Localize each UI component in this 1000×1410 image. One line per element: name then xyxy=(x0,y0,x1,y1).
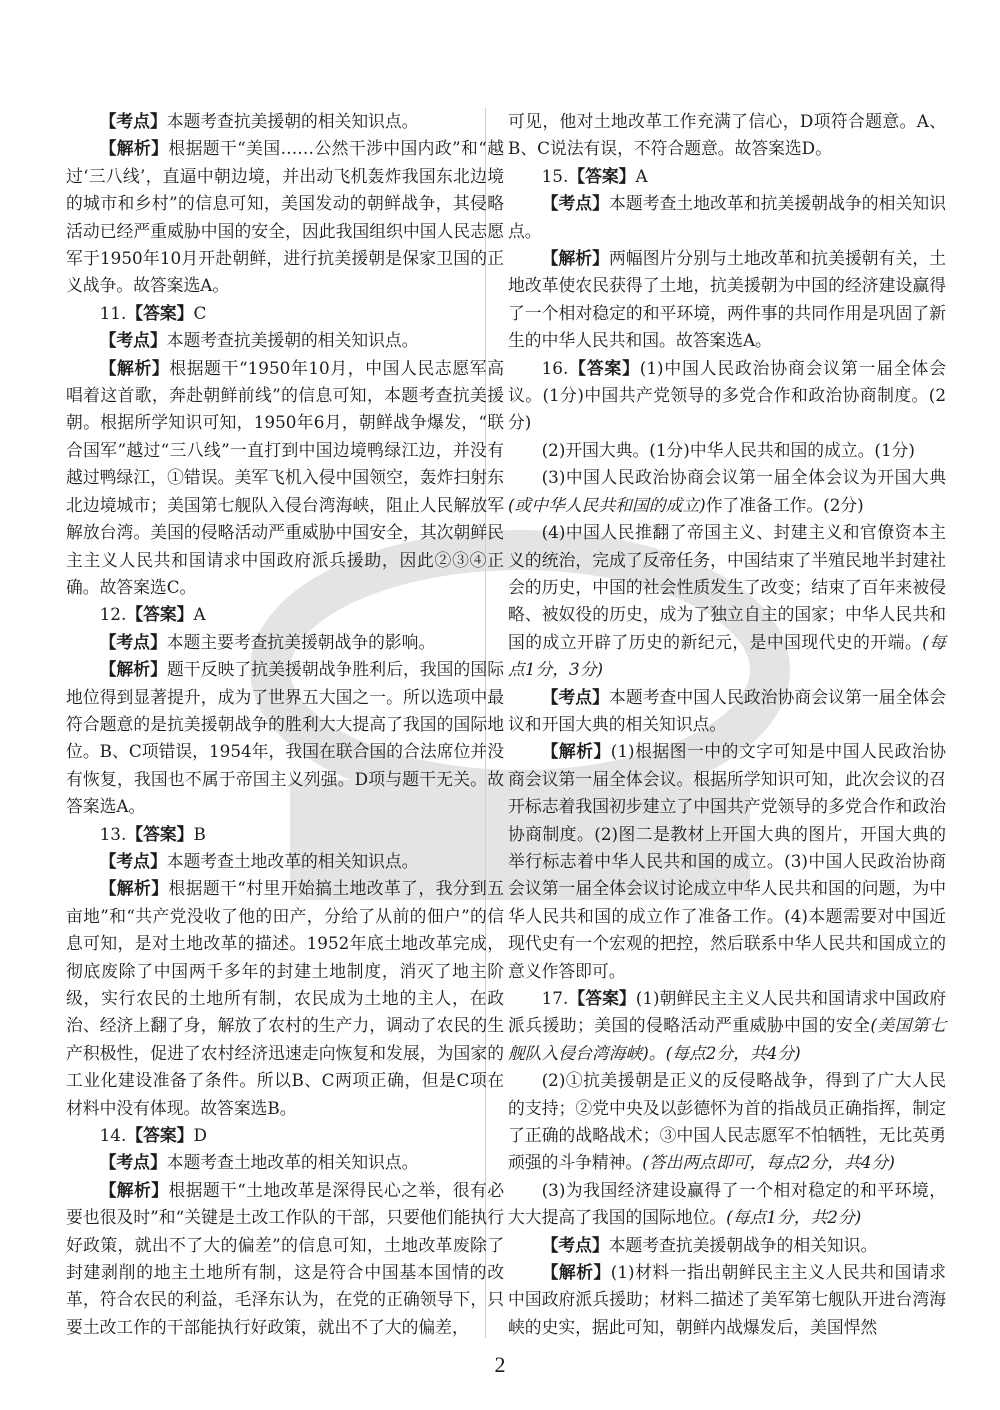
label-tag: 【考点】 xyxy=(99,1152,167,1173)
text-segment: 本题考查土地改革的相关知识点。 xyxy=(166,1152,419,1173)
text-segment: (1)中国人民政治协商会议第一届全体会议。(1分)中国共产党领导的多党合作和政治协商制度。(2分) xyxy=(508,357,946,433)
paragraph xyxy=(508,684,946,739)
text-segment: 12. xyxy=(99,604,127,625)
paragraph xyxy=(508,519,946,683)
paragraph xyxy=(66,1177,504,1341)
paragraph xyxy=(66,821,504,848)
text-segment: 本题考查土地改革和抗美援朝战争的相关知识点。 xyxy=(508,193,946,241)
paragraph xyxy=(66,875,504,1122)
paragraph xyxy=(66,601,504,628)
label-tag: 【答案】 xyxy=(126,604,194,625)
text-segment: (美国第七舰队入侵台湾海峡)。(每点2分，共4分) xyxy=(508,1015,946,1063)
text-segment: 本题主要考查抗美援朝战争的影响。 xyxy=(166,631,436,652)
text-segment: 13. xyxy=(99,823,127,844)
paragraph xyxy=(508,464,946,519)
text-segment: 14. xyxy=(99,1125,127,1146)
text-segment: (每点1分，3分) xyxy=(508,631,946,680)
label-tag: 【解析】 xyxy=(99,138,169,159)
label-tag: 【答案】 xyxy=(568,988,636,1008)
paragraph xyxy=(66,300,504,327)
text-segment: 可见，他对土地改革工作充满了信心，D项符合题意。A、B、C说法有误，不符合题意。故答案选D。 xyxy=(508,111,946,159)
label-tag: 【解析】 xyxy=(99,659,168,680)
paragraph xyxy=(508,190,946,245)
label-tag: 【答案】 xyxy=(126,1125,194,1146)
label-tag: 【解析】 xyxy=(99,1179,169,1200)
text-segment: 本题考查抗美援朝的相关知识点。 xyxy=(166,111,419,131)
text-segment: 本题考查抗美援朝的相关知识点。 xyxy=(166,330,419,351)
label-tag: 【答案】 xyxy=(126,823,194,844)
left-column xyxy=(66,108,504,1341)
text-segment: (答出两点即可，每点2分，共4分) xyxy=(642,1152,895,1173)
label-tag: 【解析】 xyxy=(541,1262,611,1283)
text-segment: B xyxy=(193,823,206,844)
label-tag: 【考点】 xyxy=(99,330,167,351)
text-segment: (或中华人民共和国的成立) xyxy=(508,494,706,515)
paragraph xyxy=(66,656,504,820)
paragraph xyxy=(66,1149,504,1176)
text-segment: (4)中国人民推翻了帝国主义、封建主义和官僚资本主义的统治，完成了反帝任务，中国结束了半殖民地半封建社会的历史，中国的社会性质发生了改变；结束了百年来被侵略、被奴役的历史，成为了独立自主的国家；中华人民共和国的成立开辟了历史的新纪元，是中国现代史的开端。 xyxy=(508,522,946,652)
text-segment: 根据题干“村里开始搞土地改革了，我分到五亩地”和“共产党没收了他的田产，分给了从前的佃户”的信息可知，是对土地改革的描述。1952年底土地改革完成，彻底废除了中国两千多年的封建土地制度，消灭了地主阶级，实行农民的土地所有制，农民成为土地的主人，在政治、经济上翻了身，解放了农村的生产力，调动了农民的生产积极性，促进了农村经济迅速走向恢复和发展，为国家的工业化建设准备了条件。所以B、C两项正确，但是C项在材料中没有体现。故答案选B。 xyxy=(66,878,504,1118)
text-segment: 题干反映了抗美援朝战争胜利后，我国的国际地位得到显著提升，成为了世界五大国之一。所以选项中最符合题意的是抗美援朝战争的胜利大大提高了我国的国际地位。B、C项错误，1954年，我国在联合国的合法席位并没有恢复，我国也不属于帝国主义列强。D项与题干无关。故答案选A。 xyxy=(66,659,504,817)
text-segment: 本题考查抗美援朝战争的相关知识。 xyxy=(608,1234,878,1255)
label-tag: 【答案】 xyxy=(568,165,636,186)
text-segment: (2)开国大典。(1分)中华人民共和国的成立。(1分) xyxy=(541,439,915,460)
label-tag: 【解析】 xyxy=(99,878,169,899)
text-segment: A xyxy=(193,604,206,625)
paragraph xyxy=(66,629,504,656)
paragraph xyxy=(508,1232,946,1259)
text-segment: 根据题干“土地改革是深得民心之举，很有必要也很及时”和“关键是土改工作队的干部，只要他们能执行好政策，就出不了大的偏差”的信息可知，土地改革废除了封建剥削的地主土地所有制，这是符合中国基本国情的改革，符合农民的利益，毛泽东认为，在党的正确领导下，只要土改工作的干部能执行好政策，就出不了大的偏差， xyxy=(66,1179,504,1337)
label-tag: 【考点】 xyxy=(541,193,610,214)
paragraph xyxy=(508,1067,946,1177)
paragraph xyxy=(508,1177,946,1232)
paragraph xyxy=(508,738,946,985)
text-segment: (3)为我国经济建设赢得了一个相对稳定的和平环境，大大提高了我国的国际地位。 xyxy=(508,1179,946,1228)
text-segment: D xyxy=(193,1125,207,1146)
paragraph xyxy=(508,1259,946,1341)
label-tag: 【考点】 xyxy=(541,1234,609,1255)
text-segment: 本题考查中国人民政治协商会议第一届全体会议和开国大典的相关知识点。 xyxy=(508,686,946,734)
paragraph xyxy=(66,848,504,875)
text-segment: 11. xyxy=(99,302,127,323)
text-segment: 两幅图片分别与土地改革和抗美援朝有关，土地改革使农民获得了土地，抗美援朝为中国的经济建设赢得了一个相对稳定的和平环境，两件事的共同作用是巩固了新生的中华人民共和国。故答案选A。 xyxy=(508,248,946,351)
paragraph xyxy=(508,985,946,1067)
label-tag: 【考点】 xyxy=(541,686,610,707)
label-tag: 【解析】 xyxy=(541,248,610,269)
text-segment: (3)中国人民政治协商会议第一届全体会议为开国大典 xyxy=(541,467,946,488)
text-segment: A xyxy=(635,165,648,186)
paragraph xyxy=(66,1122,504,1149)
label-tag: 【解析】 xyxy=(99,357,170,378)
paragraph xyxy=(508,108,946,163)
text-segment: 15. xyxy=(541,165,569,186)
label-tag: 【考点】 xyxy=(99,850,167,871)
text-segment: 作了准备工作。(2分) xyxy=(705,494,864,515)
paragraph xyxy=(66,327,504,354)
paragraph xyxy=(508,163,946,190)
text-segment: 16. xyxy=(541,357,569,378)
label-tag: 【考点】 xyxy=(99,631,167,652)
right-column xyxy=(508,108,946,1341)
text-segment: (2)①抗美援朝是正义的反侵略战争，得到了广大人民的支持；②党中央及以彭德怀为首的指战员正确指挥，制定了正确的战略战术；③中国人民志愿军不怕牺牲，无比英勇顽强的斗争精神。 xyxy=(508,1070,946,1173)
paragraph xyxy=(508,437,946,464)
paragraph xyxy=(66,108,504,135)
text-segment: (1)朝鲜民主主义人民共和国请求中国政府派兵援助；美国的侵略活动严重威胁中国的安全 xyxy=(508,988,946,1036)
label-tag: 【考点】 xyxy=(99,111,167,131)
text-segment: 本题考查土地改革的相关知识点。 xyxy=(166,850,419,871)
label-tag: 【答案】 xyxy=(568,357,640,378)
text-segment: C xyxy=(193,302,207,323)
paragraph xyxy=(508,245,946,355)
paragraph xyxy=(508,355,946,437)
text-segment: 根据题干“1950年10月，中国人民志愿军高唱着这首歌，奔赴朝鲜前线”的信息可知，本题考查抗美援朝。根据所学知识可知，1950年6月，朝鲜战争爆发，“联合国军”越过“三八线”一直打到中国边境鸭绿江边，并没有越过鸭绿江，①错误。美军飞机入侵中国领空，轰炸扫射东北边境城市；美国第七舰队入侵台湾海峡，阻止人民解放军解放台湾。美国的侵略活动严重威胁中国安全，其次朝鲜民主主义人民共和国请求中国政府派兵援助，因此②③④正确。故答案选C。 xyxy=(66,357,504,597)
label-tag: 【答案】 xyxy=(126,302,194,323)
text-segment: (1)根据图一中的文字可知是中国人民政治协商会议第一届全体会议。根据所学知识可知，此次会议的召开标志着我国初步建立了中国共产党领导的多党合作和政治协商制度。(2)图二是教材上开国大典的图片，开国大典的举行标志着中华人民共和国的成立。(3)中国人民政治协商会议第一届全体会议讨论成立中华人民共和国的问题，为中华人民共和国的成立作了准备工作。(4)本题需要对中国近现代史有一个宏观的把控，然后联系中华人民共和国成立的意义作答即可。 xyxy=(508,741,946,981)
text-segment: (1)材料一指出朝鲜民主主义人民共和国请求中国政府派兵援助；材料二描述了美军第七舰队开进台湾海峡的史实，据此可知，朝鲜内战爆发后，美国悍然 xyxy=(508,1262,946,1337)
text-segment: 17. xyxy=(541,988,569,1008)
text-segment: (每点1分，共2分) xyxy=(726,1207,862,1228)
text-segment: 根据题干“美国……公然干涉中国内政”和“越过‘三八线’，直逼中朝边境，并出动飞机轰炸我国东北边境的城市和乡村”的信息可知，美国发动的朝鲜战争，其侵略活动已经严重威胁中国的安全，因此我国组织中国人民志愿军于1950年10月开赴朝鲜，进行抗美援朝是保家卫国的正义战争。故答案选A。 xyxy=(66,138,504,296)
paragraph xyxy=(66,355,504,602)
label-tag: 【解析】 xyxy=(541,741,611,762)
page-number: 2 xyxy=(494,1352,506,1377)
paragraph xyxy=(66,135,504,299)
